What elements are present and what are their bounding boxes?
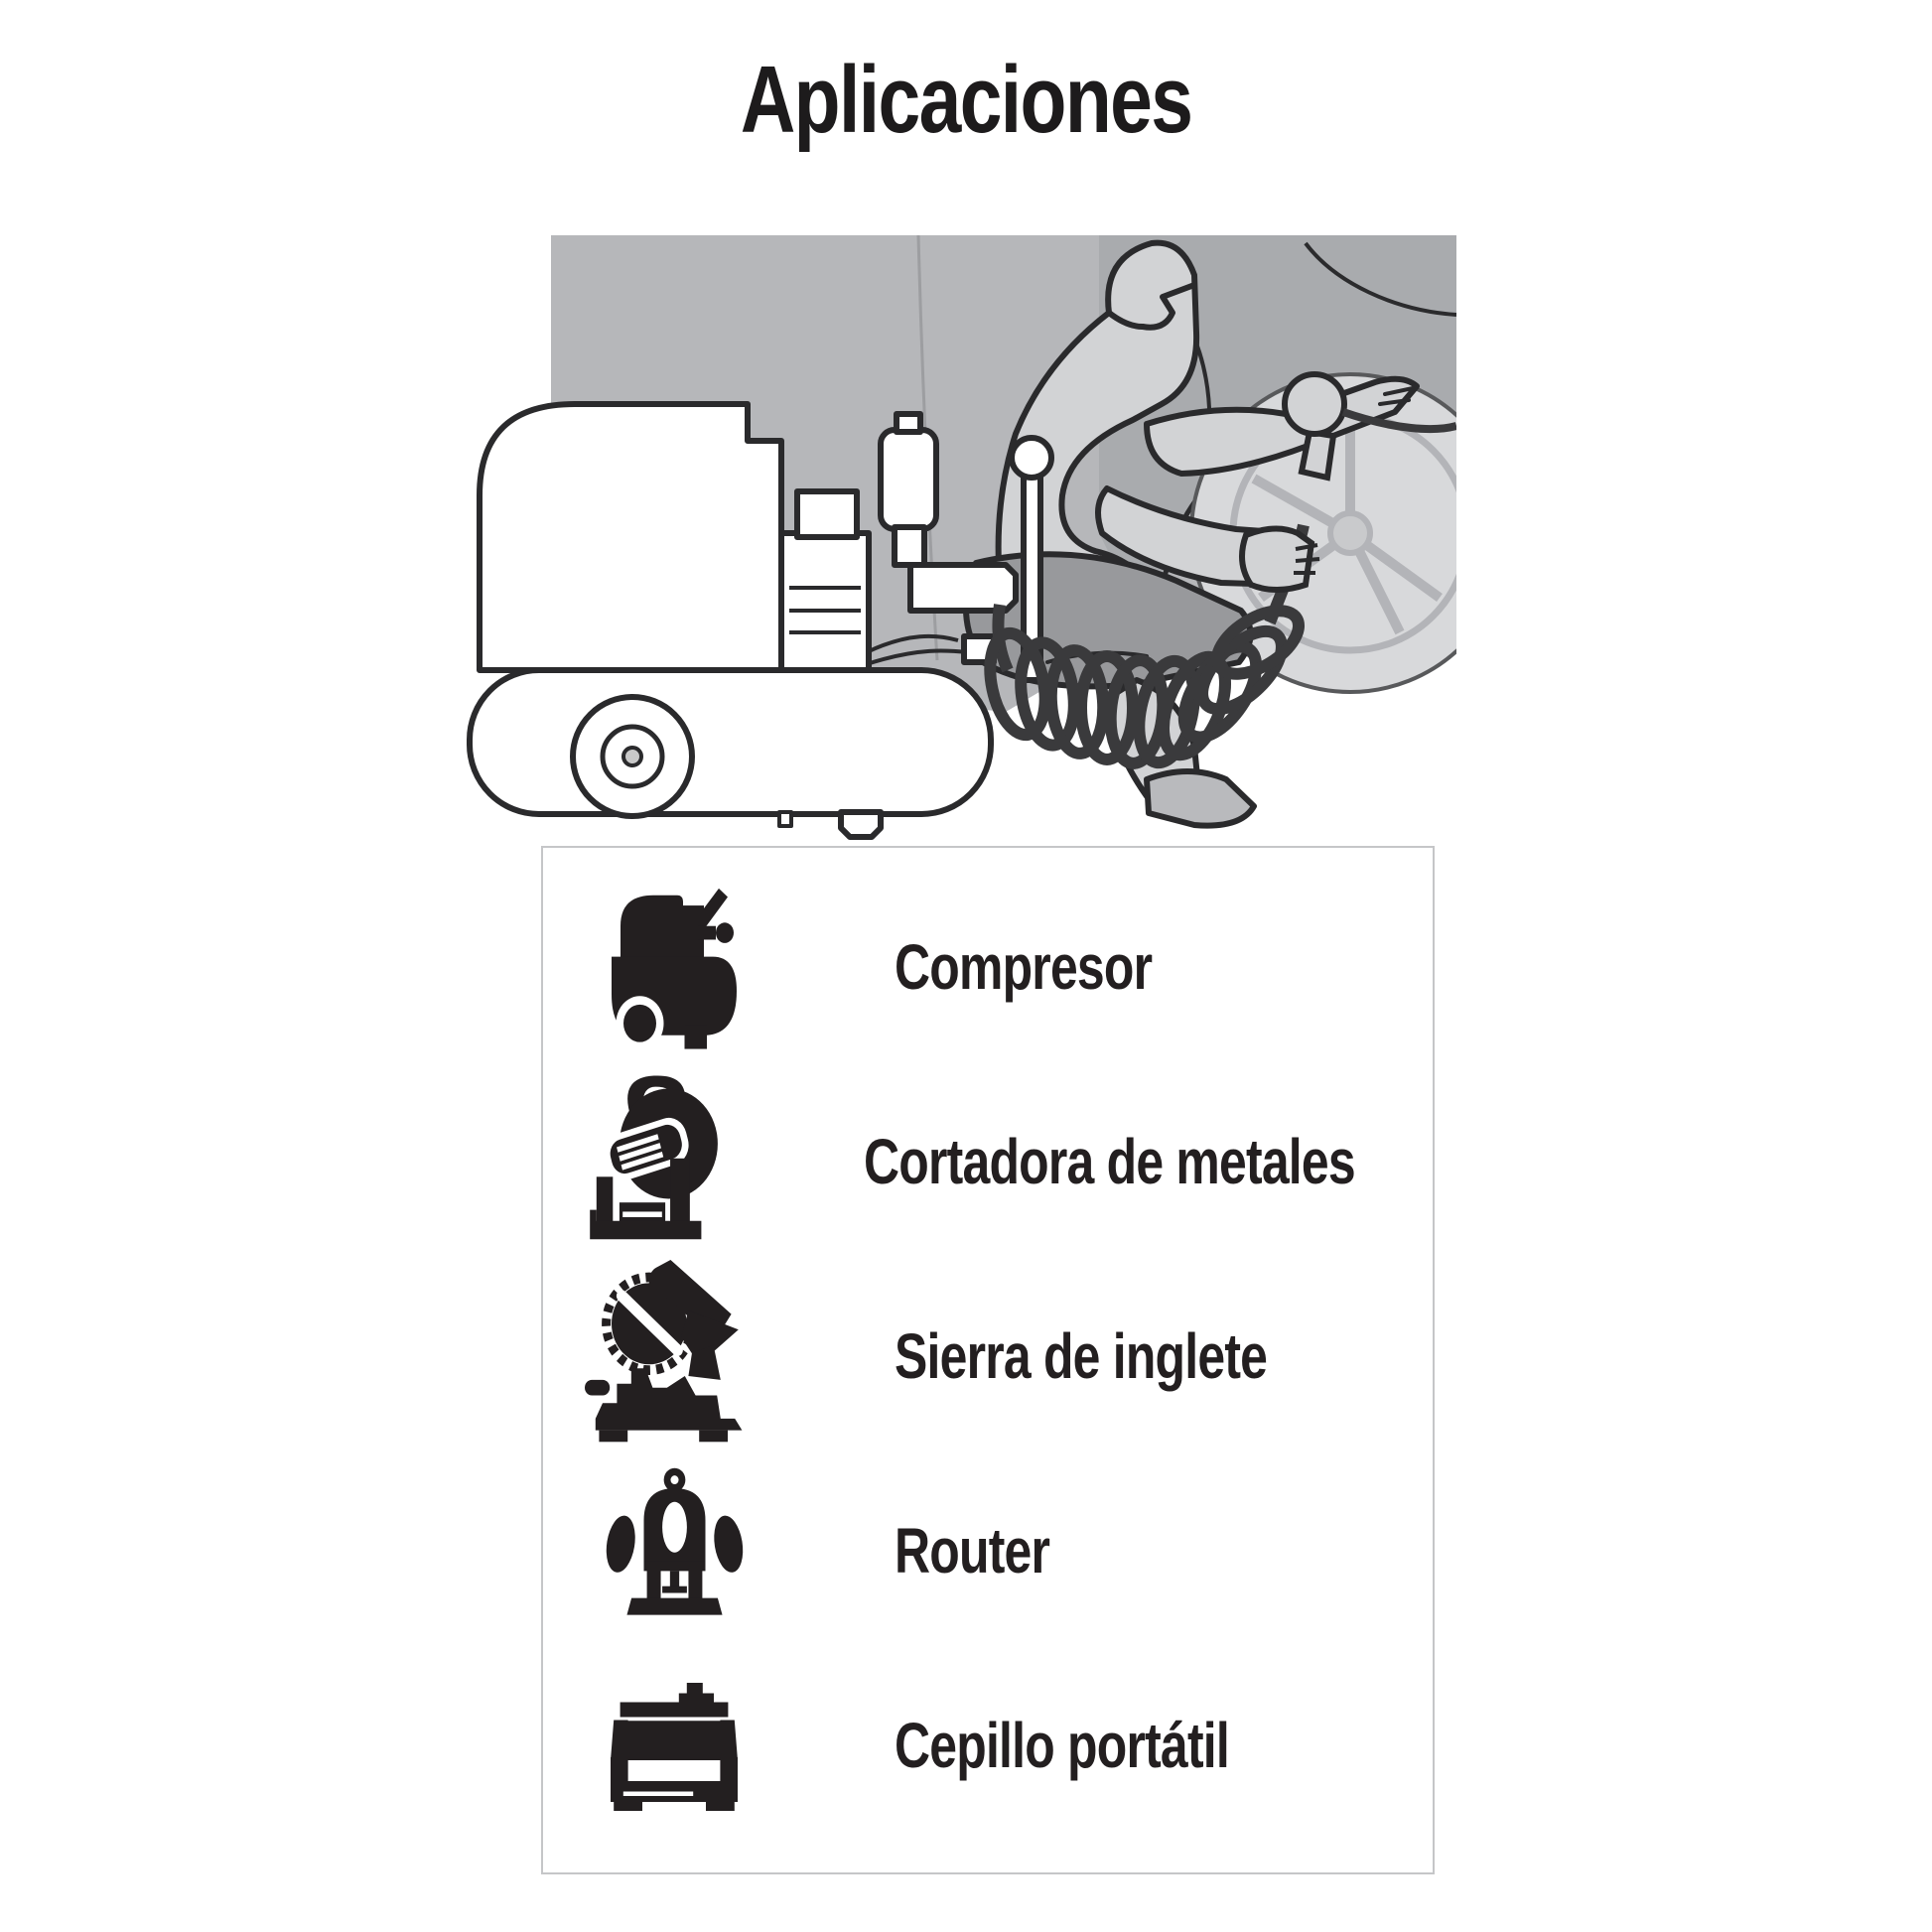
miter-saw-icon (585, 1260, 763, 1453)
application-row (543, 870, 1433, 1064)
application-row (543, 1259, 1433, 1453)
application-row (543, 1453, 1433, 1648)
scene-illustration (452, 235, 1456, 841)
portable-planer-icon (595, 1671, 754, 1820)
application-row (543, 1064, 1433, 1259)
page-title-text: Aplicaciones (740, 47, 1192, 153)
application-label: Cepillo portátil (895, 1710, 1229, 1781)
application-label: Cortadora de metales (864, 1126, 1355, 1197)
page-title (0, 46, 1932, 155)
compressor-icon (600, 882, 749, 1052)
application-label: Router (895, 1515, 1050, 1587)
applications-panel (541, 846, 1435, 1874)
application-row (543, 1648, 1433, 1843)
scene-svg (452, 235, 1456, 841)
metal-cutter-icon (577, 1070, 741, 1254)
application-label: Sierra de inglete (895, 1320, 1268, 1392)
router-icon (598, 1466, 752, 1635)
application-label: Compresor (895, 931, 1153, 1003)
